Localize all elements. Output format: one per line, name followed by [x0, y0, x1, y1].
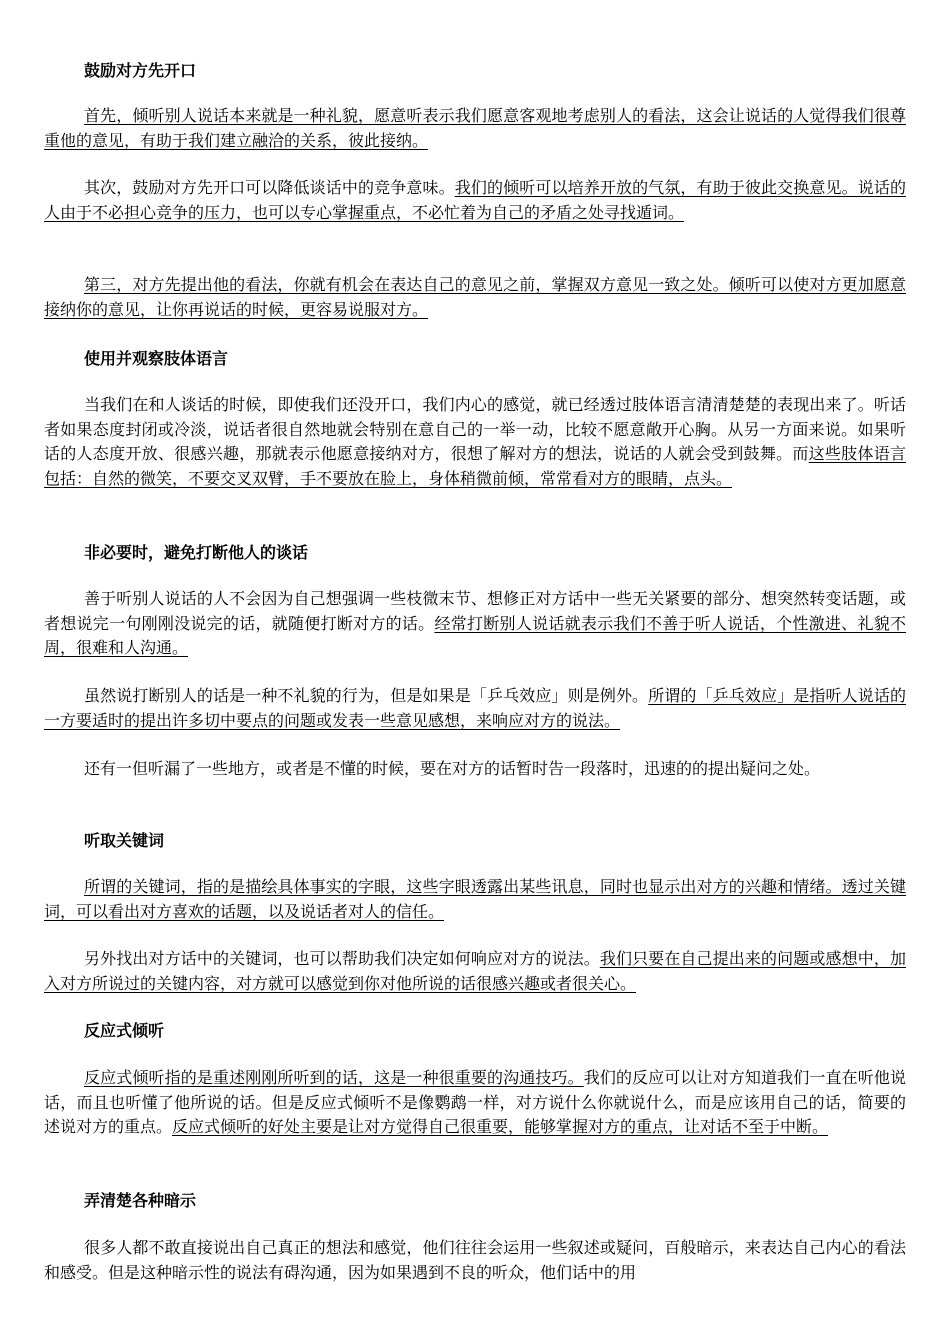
underlined-text: 首先，倾听别人说话本来就是一种礼貌，愿意听表示我们愿意客观地考虑别人的看法，这会让说话的人觉得我们很尊重他的意见，有助于我们建立融洽的关系，彼此接纳。 — [44, 106, 906, 150]
paragraph — [44, 875, 906, 924]
paragraph — [44, 104, 906, 153]
text-run: 其次，鼓励对方先开口可以降低谈话中的竞争意味。 — [84, 178, 455, 197]
paragraph — [44, 947, 906, 996]
section-heading: 反应式倾听 — [84, 1021, 165, 1040]
paragraph — [44, 1066, 906, 1140]
paragraph — [44, 587, 906, 661]
section-heading: 弄清楚各种暗示 — [84, 1191, 197, 1210]
section-heading: 听取关键词 — [84, 831, 165, 850]
underlined-text: 经常打断别人说话就表示我们不善于听人说话，个性激进、礼貌不周，很难和人沟通。 — [44, 613, 906, 658]
paragraph — [44, 273, 906, 322]
underlined-text: 这些肢体语言包括：自然的微笑，不要交叉双臂，手不要放在脸上，身体稍微前倾，常常看对方的眼睛，点头。 — [44, 444, 906, 488]
text-run: 还有一但听漏了一些地方，或者是不懂的时候，要在对方的话暂时告一段落时，迅速的的提出疑问之处。 — [84, 759, 821, 778]
paragraph — [44, 684, 906, 733]
text-run: 我们的反应可以让对方知道我们一直在听他说话，而且也听懂了他所说的话。但是反应式倾听不是像鹦鹉一样，对方说什么你就说什么，而是应该用自己的话，简要的述说对方的重点。 — [44, 1068, 906, 1137]
paragraph — [44, 757, 906, 782]
underlined-text: 反应式倾听指的是重述刚刚所听到的话，这是一种很重要的沟通技巧。 — [84, 1068, 584, 1087]
text-run: 当我们在和人谈话的时候，即使我们还没开口，我们内心的感觉，就已经透过肢体语言清清楚楚的表现出来了。听话者如果态度封闭或冷淡，说话者很自然地就会特别在意自己的一举一动，比较不愿意敞开心胸。从另一方面来说。如果听话的人态度开放、很感兴趣，那就表示他愿意接纳对方，很想了解对方的想法，说话的人就会受到鼓舞。而 — [44, 395, 906, 464]
underlined-text: 我们的倾听可以培养开放的气氛，有助于彼此交换意见。说话的人由于不必担心竞争的压力，也可以专心掌握重点，不必忙着为自己的矛盾之处寻找遁词。 — [44, 178, 906, 222]
paragraph — [44, 1236, 906, 1285]
section-heading: 使用并观察肢体语言 — [84, 349, 229, 368]
section-heading: 非必要时，避免打断他人的谈话 — [84, 543, 309, 562]
underlined-text: 反应式倾听的好处主要是让对方觉得自己很重要，能够掌握对方的重点，让对话不至于中断。 — [172, 1117, 829, 1137]
text-run: 虽然说打断别人的话是一种不礼貌的行为，但是如果是「乒乓效应」则是例外。 — [84, 686, 649, 705]
underlined-text: 所谓的关键词，指的是描绘具体事实的字眼，这些字眼透露出某些讯息，同时也显示出对方的兴趣和情绪。透过关键词，可以看出对方喜欢的话题，以及说话者对人的信任。 — [44, 877, 906, 921]
section-heading: 鼓励对方先开口 — [84, 61, 197, 80]
text-run: 很多人都不敢直接说出自己真正的想法和感觉，他们往往会运用一些叙述或疑问，百般暗示，来表达自己内心的看法和感受。但是这种暗示性的说法有碍沟通，因为如果遇到不良的听众，他们话中的用 — [44, 1238, 906, 1282]
paragraph — [44, 393, 906, 491]
text-run: 另外找出对方话中的关键词，也可以帮助我们决定如何响应对方的说法。 — [84, 949, 600, 968]
paragraph — [44, 176, 906, 225]
underlined-text: 我们只要在自己提出来的问题或感想中，加入对方所说过的关键内容，对方就可以感觉到你对他所说的话很感兴趣或者很关心。 — [44, 949, 906, 993]
underlined-text: 所谓的「乒乓效应」是指听人说话的一方要适时的提出许多切中要点的问题或发表一些意见感想，来响应对方的说法。 — [44, 686, 906, 730]
underlined-text: 第三，对方先提出他的看法，你就有机会在表达自己的意见之前，掌握双方意见一致之处。倾听可以使对方更加愿意接纳你的意见，让你再说话的时候，更容易说服对方。 — [44, 275, 906, 319]
text-run: 善于听别人说话的人不会因为自己想强调一些枝微末节、想修正对方话中一些无关紧要的部分、想突然转变话题，或者想说完一句刚刚没说完的话，就随便打断对方的话。 — [44, 589, 906, 633]
